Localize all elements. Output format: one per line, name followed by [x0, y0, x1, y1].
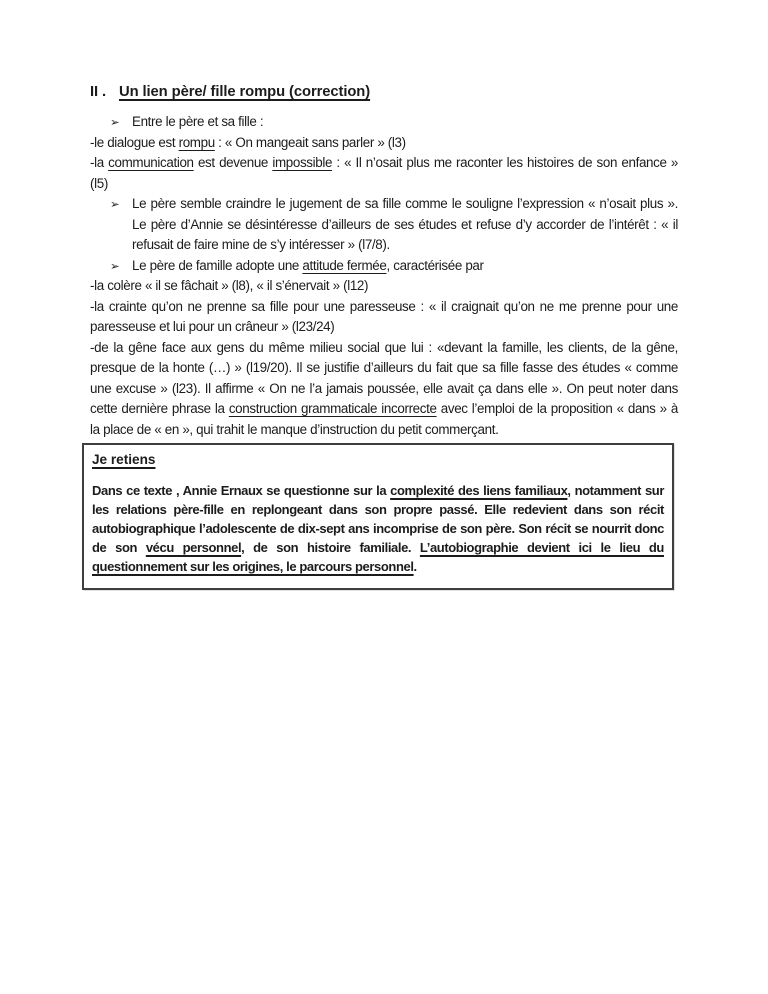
- bullet-item-entre-pere-fille: [90, 112, 678, 133]
- box-title: [92, 450, 664, 469]
- paragraph-de-la-gene: -de la gêne face aux gens du même milieu social que lui : «devant la famille, les clients, de la gêne, presque de la honte (…) » (l19/20). Il se justifie d’ailleurs du fait que sa fille fasse des études « comme une excuse » (l23). Il affirme « On ne l’a jamais poussée, elle avait ça dans elle ». On peut noter dans cette dernière phrase la construction grammaticale incorrecte avec l’emploi de la proposition « dans » à la place de « en », qui trahit le manque d’instruction du petit commerçant.: [90, 339, 678, 437]
- bullet-item-pere-craint-jugement: [90, 194, 678, 256]
- bullet-text: Le père de famille adopte une attitude fermée, caractérisée par: [132, 257, 484, 273]
- paragraph-communication-impossible: -la communication est devenue impossible : « Il n’osait plus me raconter les histoires de son enfance » (l5): [90, 155, 678, 191]
- bullet-arrow-icon: ➢: [110, 260, 120, 273]
- bullet-arrow-icon: ➢: [110, 117, 120, 129]
- bullet-item-attitude-fermee: [90, 256, 678, 277]
- bullet-arrow-icon: ➢: [110, 199, 120, 211]
- paragraph-la-crainte: -la crainte qu’on ne prenne sa fille pour une paresseuse : « il craignait qu’on ne me prenne pour une paresseuse et lui pour un crâneur » (l23/24): [90, 298, 678, 334]
- section-number: II .: [90, 84, 107, 100]
- section-title: Un lien père/ fille rompu (correction): [119, 84, 371, 100]
- paragraph-dialogue-rompu: -le dialogue est rompu : « On mangeait sans parler » (l3): [90, 134, 406, 150]
- bullet-text: Le père semble craindre le jugement de sa fille comme le souligne l’expression « n’osait plus ». Le père d’Annie se désintéresse d’ailleurs de ses études et refuse d’y accorder de l’intérêt : « il refusait de faire mine de s’y intéresser » (l7/8).: [132, 196, 678, 252]
- bullet-text: Entre le père et sa fille :: [132, 114, 264, 129]
- box-paragraph: Dans ce texte , Annie Ernaux se questionne sur la complexité des liens familiaux, notamment sur les relations père-fille en replongeant dans son propre passé. Elle redevient dans son récit autobiographique l’adolescente de dix-sept ans incomprise de son père. Son récit se nourrit donc de son vécu personnel, de son histoire familiale. L’autobiographie devient ici le lieu du questionnement sur les origines, le parcours personnel.: [92, 483, 664, 574]
- box-title-text: Je retiens: [92, 452, 156, 467]
- je-retiens-box: [82, 443, 674, 590]
- section-heading: [90, 82, 678, 102]
- paragraph-la-colere: -la colère « il se fâchait » (l8), « il s’énervait » (l12): [90, 278, 369, 293]
